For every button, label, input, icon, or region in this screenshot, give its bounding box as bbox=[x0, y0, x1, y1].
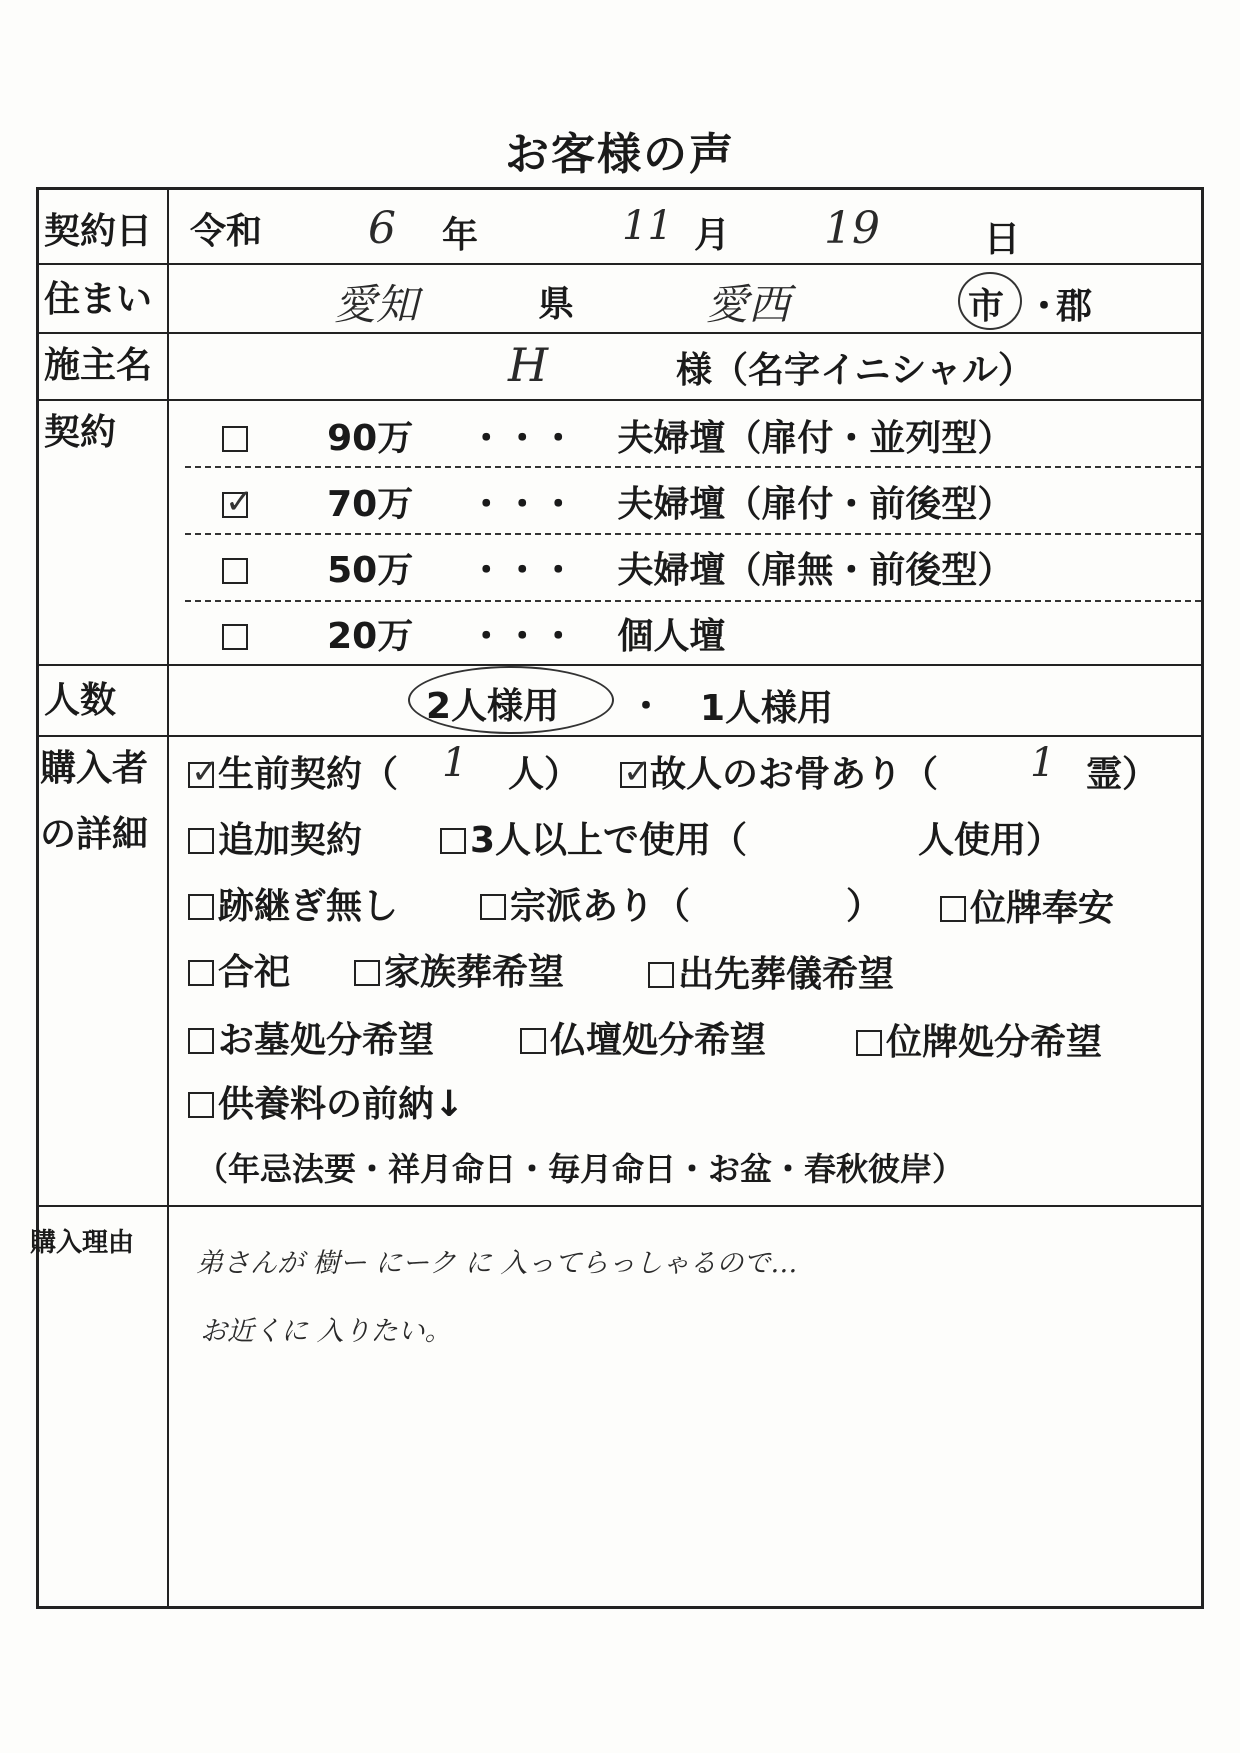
row-divider bbox=[36, 735, 1204, 737]
era-label: 令和 bbox=[190, 211, 263, 252]
plan-checkbox[interactable] bbox=[222, 624, 248, 650]
family-funeral-label: 家族葬希望 bbox=[384, 952, 565, 993]
plan-price: 70万 bbox=[327, 484, 414, 525]
pre-contract-checkbox[interactable] bbox=[188, 762, 214, 788]
detail-grave-disposal[interactable] bbox=[188, 1012, 434, 1063]
family-funeral-checkbox[interactable] bbox=[354, 960, 380, 986]
home-funeral-label: 出先葬儀希望 bbox=[678, 954, 895, 995]
prepay-checkbox[interactable] bbox=[188, 1092, 214, 1118]
sect-label: 宗派あり（ bbox=[510, 886, 691, 927]
year-unit: 年 bbox=[442, 215, 479, 256]
plan-divider bbox=[185, 466, 1201, 468]
page-title: お客様の声 bbox=[505, 129, 735, 180]
detail-three-plus[interactable] bbox=[440, 812, 747, 863]
tablet-disposal-checkbox[interactable] bbox=[856, 1030, 882, 1056]
remains-count[interactable]: 1 bbox=[1030, 740, 1056, 786]
additional-label: 追加契約 bbox=[218, 820, 363, 861]
month-value[interactable]: 11 bbox=[622, 203, 673, 249]
row-divider bbox=[36, 664, 1204, 666]
detail-altar-disposal[interactable] bbox=[520, 1012, 766, 1063]
plan-item[interactable] bbox=[222, 410, 1013, 461]
three-plus-label: 3人以上で使用（ bbox=[470, 820, 748, 861]
label-reason: 購入理由 bbox=[30, 1228, 135, 1258]
detail-home-funeral[interactable] bbox=[648, 946, 894, 997]
plan-desc: 夫婦壇（扉無・前後型） bbox=[617, 550, 1014, 591]
address-separator: ・ bbox=[1026, 286, 1063, 327]
prefecture-value[interactable]: 愛知 bbox=[334, 280, 419, 329]
prepay-label: 供養料の前納↓ bbox=[218, 1084, 465, 1125]
three-plus-unit: 人使用） bbox=[918, 820, 1063, 861]
no-successor-checkbox[interactable] bbox=[188, 894, 214, 920]
plan-dots: ・・・ bbox=[468, 484, 577, 525]
plan-divider bbox=[185, 600, 1201, 602]
row-divider bbox=[36, 263, 1204, 265]
plan-checkbox-checked[interactable] bbox=[222, 492, 248, 518]
additional-checkbox[interactable] bbox=[188, 828, 214, 854]
client-initial[interactable]: H bbox=[508, 338, 549, 392]
plan-price: 90万 bbox=[327, 418, 414, 459]
city-option[interactable]: 市 bbox=[968, 286, 1005, 327]
day-value[interactable]: 19 bbox=[824, 203, 880, 254]
remains-unit: 霊） bbox=[1086, 754, 1159, 795]
reason-line-2[interactable]: お近くに 入りたい。 bbox=[200, 1316, 452, 1347]
plan-desc: 夫婦壇（扉付・並列型） bbox=[617, 418, 1014, 459]
home-funeral-checkbox[interactable] bbox=[648, 962, 674, 988]
plan-checkbox[interactable] bbox=[222, 558, 248, 584]
label-contract-date: 契約日 bbox=[44, 211, 153, 252]
plan-dots: ・・・ bbox=[468, 616, 577, 657]
people-separator: ・ bbox=[628, 686, 665, 727]
label-people: 人数 bbox=[44, 680, 117, 721]
plan-price: 20万 bbox=[327, 616, 414, 657]
label-buyer-details-1: 購入者 bbox=[40, 748, 149, 789]
plan-item[interactable] bbox=[222, 608, 725, 659]
detail-family-funeral[interactable] bbox=[354, 944, 564, 995]
people-two-option[interactable]: 2人様用 bbox=[426, 686, 560, 727]
sect-checkbox[interactable] bbox=[480, 894, 506, 920]
detail-no-successor[interactable] bbox=[188, 878, 398, 929]
row-divider bbox=[36, 1205, 1204, 1207]
detail-sect[interactable] bbox=[480, 878, 690, 929]
detail-joint[interactable] bbox=[188, 944, 290, 995]
label-client-name: 施主名 bbox=[44, 345, 153, 386]
prefecture-unit: 県 bbox=[538, 284, 575, 325]
tablet-enshrine-checkbox[interactable] bbox=[940, 896, 966, 922]
tablet-disposal-label: 位牌処分希望 bbox=[886, 1022, 1103, 1063]
detail-prepay[interactable] bbox=[188, 1076, 464, 1127]
people-one-option[interactable]: 1人様用 bbox=[700, 688, 834, 729]
grave-disposal-label: お墓処分希望 bbox=[218, 1020, 435, 1061]
prepay-note: （年忌法要・祥月命日・毎月命日・お盆・春秋彼岸） bbox=[196, 1150, 965, 1188]
reason-line-1[interactable]: 弟さんが 樹ー にーク に 入ってらっしゃるので… bbox=[196, 1248, 798, 1279]
plan-desc: 夫婦壇（扉付・前後型） bbox=[617, 484, 1014, 525]
pre-contract-unit: 人） bbox=[508, 754, 581, 795]
tablet-enshrine-label: 位牌奉安 bbox=[970, 888, 1115, 929]
day-unit: 日 bbox=[984, 219, 1021, 260]
plan-divider bbox=[185, 533, 1201, 535]
row-divider bbox=[36, 399, 1204, 401]
pre-contract-count[interactable]: 1 bbox=[442, 740, 468, 786]
sect-close: ） bbox=[846, 886, 883, 927]
remains-label: 故人のお骨あり（ bbox=[650, 754, 939, 795]
label-buyer-details-2: の詳細 bbox=[40, 814, 149, 855]
plan-item[interactable] bbox=[222, 542, 1013, 593]
detail-remains[interactable] bbox=[620, 746, 938, 797]
row-divider bbox=[36, 332, 1204, 334]
joint-checkbox[interactable] bbox=[188, 960, 214, 986]
joint-label: 合祀 bbox=[218, 952, 291, 993]
detail-additional[interactable] bbox=[188, 812, 362, 863]
remains-checkbox[interactable] bbox=[620, 762, 646, 788]
grave-disposal-checkbox[interactable] bbox=[188, 1028, 214, 1054]
plan-checkbox[interactable] bbox=[222, 426, 248, 452]
altar-disposal-label: 仏壇処分希望 bbox=[550, 1020, 767, 1061]
detail-tablet-disposal[interactable] bbox=[856, 1014, 1102, 1065]
plan-price: 50万 bbox=[327, 550, 414, 591]
label-address: 住まい bbox=[44, 279, 153, 320]
plan-desc: 個人壇 bbox=[617, 616, 726, 657]
plan-item[interactable] bbox=[222, 476, 1013, 527]
pre-contract-label: 生前契約（ bbox=[218, 754, 399, 795]
client-suffix: 様（名字イニシャル） bbox=[676, 350, 1034, 391]
plan-dots: ・・・ bbox=[468, 418, 577, 459]
year-value[interactable]: 6 bbox=[368, 203, 396, 254]
label-contract: 契約 bbox=[44, 412, 117, 453]
altar-disposal-checkbox[interactable] bbox=[520, 1028, 546, 1054]
county-option[interactable]: 郡 bbox=[1056, 286, 1093, 327]
plan-dots: ・・・ bbox=[468, 550, 577, 591]
detail-tablet-enshrine[interactable] bbox=[940, 880, 1114, 931]
detail-pre-contract[interactable] bbox=[188, 746, 398, 797]
no-successor-label: 跡継ぎ無し bbox=[218, 886, 399, 927]
month-unit: 月 bbox=[694, 215, 731, 256]
city-value[interactable]: 愛西 bbox=[706, 280, 791, 329]
three-plus-checkbox[interactable] bbox=[440, 828, 466, 854]
